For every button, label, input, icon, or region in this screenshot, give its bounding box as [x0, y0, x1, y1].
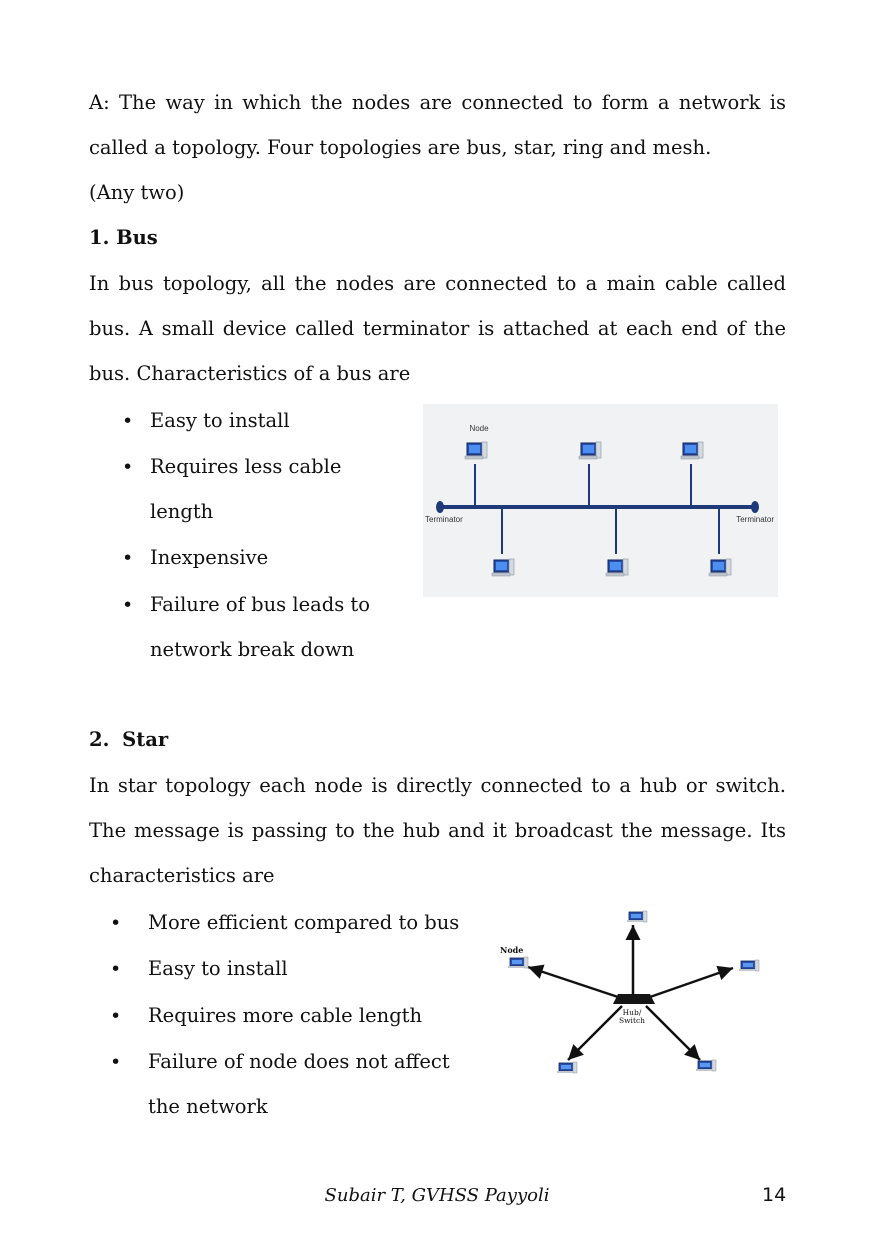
- star-bullet-4: Failure of node does not affect: [148, 1050, 450, 1073]
- hub-label-line-2: Switch: [618, 1016, 646, 1025]
- bullet-dot: •: [110, 1051, 122, 1073]
- terminator-left: [436, 501, 444, 513]
- star-bullet-4-cont: the network: [148, 1095, 268, 1118]
- star-link: [650, 968, 733, 997]
- bullet-dot: •: [122, 547, 134, 569]
- node-label: Node: [469, 424, 489, 433]
- star-topology-figure: [490, 900, 780, 1100]
- computer-icon: [465, 442, 487, 459]
- computer-icon: [739, 960, 759, 971]
- intro-line-1: A: The way in which the nodes are connected to form a network is: [89, 91, 786, 114]
- terminator-left-label: Terminator: [425, 515, 463, 524]
- bullet-dot: •: [110, 958, 122, 980]
- bullet-dot: •: [122, 456, 134, 478]
- terminator-right-label: Terminator: [736, 515, 774, 524]
- footer-author: Subair T, GVHSS Payyoli: [324, 1185, 550, 1206]
- bus-topology-figure: [423, 404, 778, 597]
- computer-icon: [606, 559, 628, 576]
- bus-bullet-4-cont: network break down: [150, 638, 355, 661]
- bus-para-line-1: In bus topology, all the nodes are connected to a main cable called: [89, 272, 786, 295]
- star-heading-text: Star: [122, 728, 169, 751]
- computer-icon: [681, 442, 703, 459]
- computer-icon: [492, 559, 514, 576]
- star-link: [646, 1006, 700, 1060]
- bullet-dot: •: [110, 912, 122, 934]
- bus-bullet-4: Failure of bus leads to: [150, 593, 370, 616]
- bus-bullet-2: Requires less cable: [150, 455, 342, 478]
- intro-line-3: (Any two): [89, 181, 185, 204]
- node-label: Node: [500, 945, 524, 955]
- bus-bullet-3: Inexpensive: [150, 546, 269, 569]
- star-para-line-3: characteristics are: [89, 864, 275, 887]
- page-number: 14: [762, 1184, 787, 1206]
- bus-bullet-1: Easy to install: [150, 409, 290, 432]
- star-link: [528, 967, 618, 997]
- computer-icon: [709, 559, 731, 576]
- bus-bullet-2-cont: length: [150, 500, 214, 523]
- bus-para-line-3: bus. Characteristics of a bus are: [89, 362, 411, 385]
- bullet-dot: •: [110, 1005, 122, 1027]
- star-heading: [89, 725, 786, 755]
- star-heading-number: 2.: [89, 728, 110, 751]
- intro-line-2: called a topology. Four topologies are bus, star, ring and mesh.: [89, 136, 712, 159]
- hub-switch-icon: [613, 994, 655, 1004]
- computer-icon: [557, 1062, 577, 1073]
- star-bullet-2: Easy to install: [148, 957, 288, 980]
- computer-icon: [627, 911, 647, 922]
- terminator-right: [751, 501, 759, 513]
- hub-label-line-1: Hub/: [622, 1008, 642, 1017]
- computer-icon: [508, 957, 528, 968]
- star-para-line-2: The message is passing to the hub and it broadcast the message. Its: [89, 819, 786, 842]
- bullet-dot: •: [122, 594, 134, 616]
- bullet-dot: •: [122, 410, 134, 432]
- bus-heading: 1. Bus: [89, 226, 158, 249]
- star-bullet-1: More efficient compared to bus: [148, 911, 460, 934]
- bus-para-line-2: bus. A small device called terminator is attached at each end of the: [89, 317, 786, 340]
- star-para-line-1: In star topology each node is directly connected to a hub or switch.: [89, 774, 786, 797]
- star-link: [568, 1006, 622, 1060]
- computer-icon: [696, 1060, 716, 1071]
- computer-icon: [579, 442, 601, 459]
- star-bullet-3: Requires more cable length: [148, 1004, 423, 1027]
